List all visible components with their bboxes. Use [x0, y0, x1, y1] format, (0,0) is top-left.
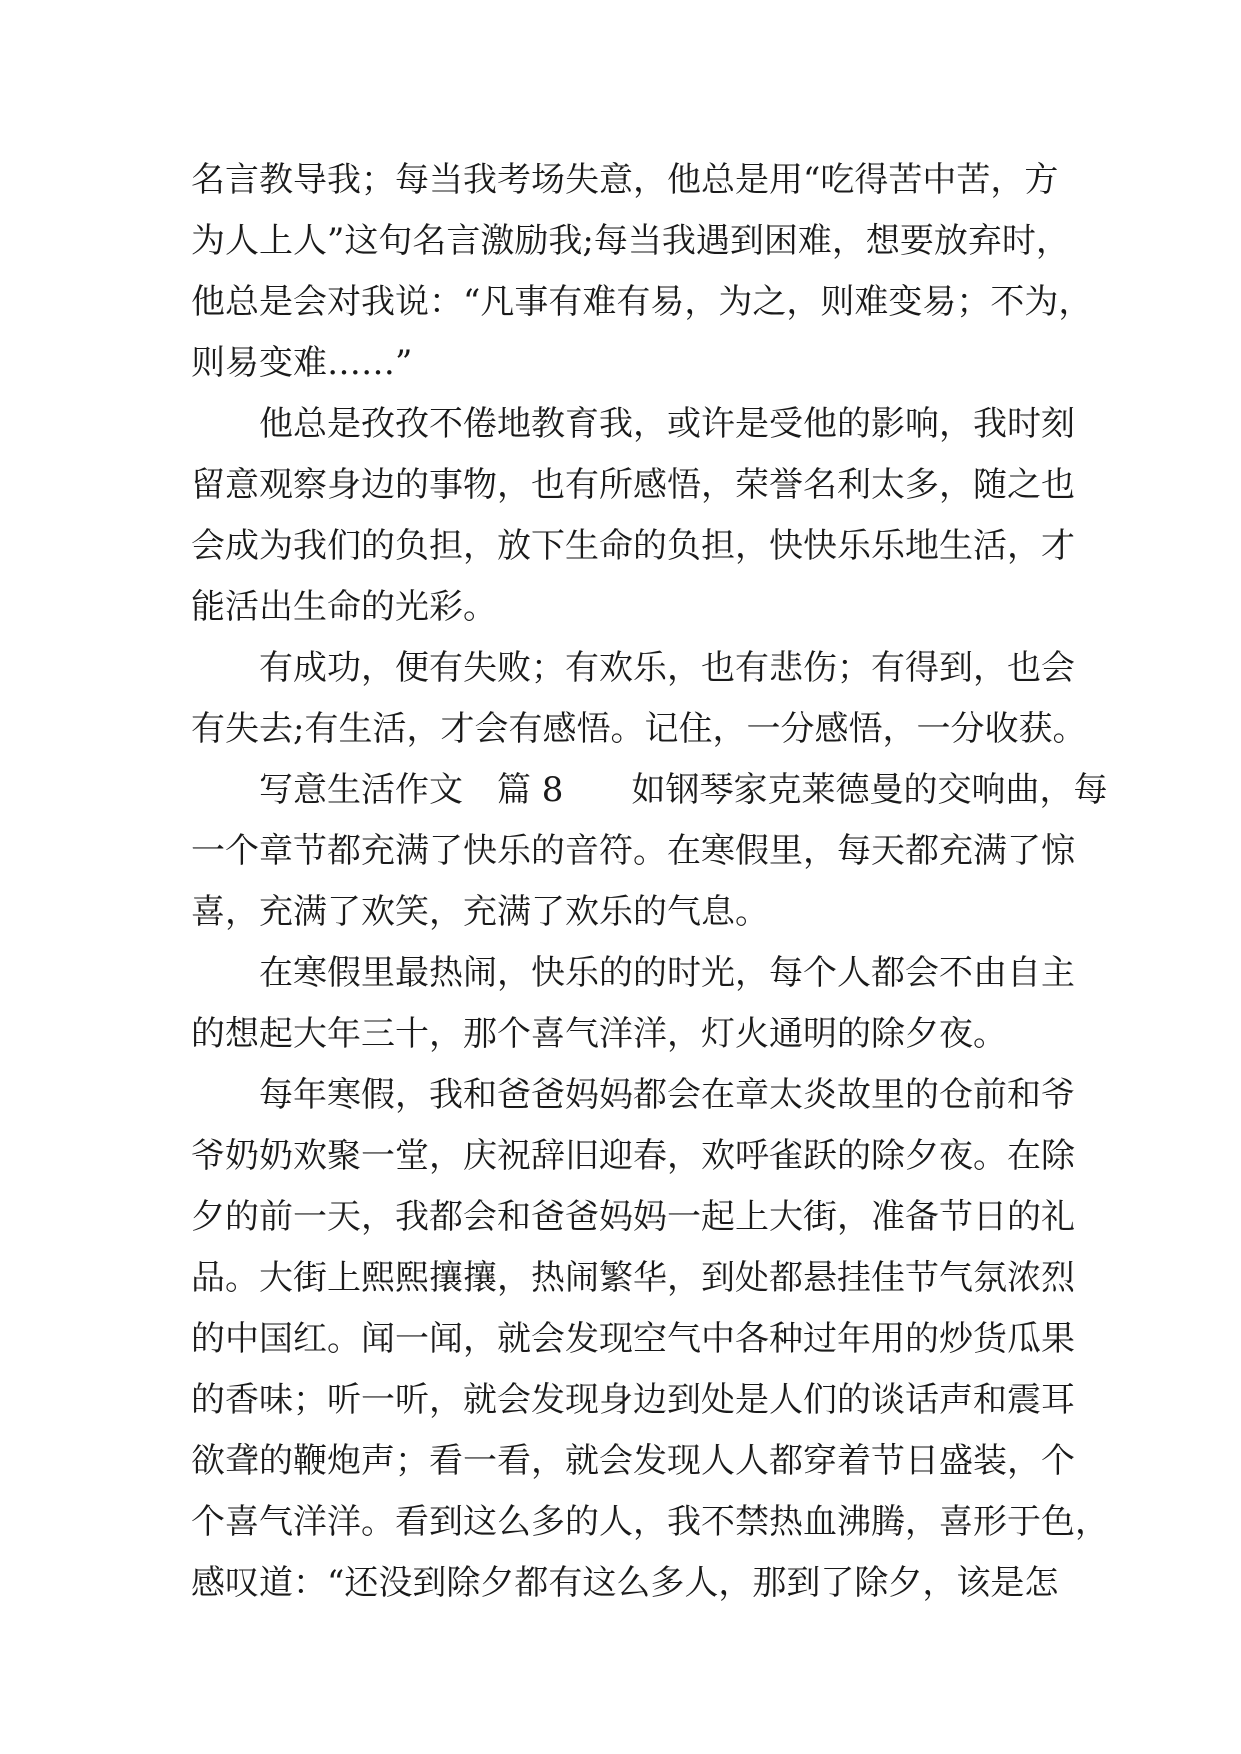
text-line: 的中国红。闻一闻，就会发现空气中各种过年用的炒货瓜果 [191, 1319, 1075, 1359]
text-line: 他总是孜孜不倦地教育我，或许是受他的影响，我时刻 [191, 404, 1075, 444]
text-line: 的想起大年三十，那个喜气洋洋，灯火通明的除夕夜。 [191, 1014, 1007, 1054]
text-line: 则易变难……” [191, 343, 413, 383]
text-line: 每年寒假，我和爸爸妈妈都会在章太炎故里的仓前和爷 [191, 1075, 1075, 1115]
text-line: 留意观察身边的事物，也有所感悟，荣誉名利太多，随之也 [191, 465, 1075, 505]
text-line: 品。大街上熙熙攘攘，热闹繁华，到处都悬挂佳节气氛浓烈 [191, 1258, 1075, 1298]
text-line: 会成为我们的负担，放下生命的负担，快快乐乐地生活，才 [191, 526, 1075, 566]
text-line: 个喜气洋洋。看到这么多的人，我不禁热血沸腾，喜形于色， [191, 1502, 1109, 1542]
text-line: 有失去;有生活，才会有感悟。记住，一分感悟，一分收获。 [191, 709, 1087, 749]
text-line: 感叹道：“还没到除夕都有这么多人，那到了除夕，该是怎 [191, 1563, 1059, 1603]
text-line: 能活出生命的光彩。 [191, 587, 497, 627]
text-line: 写意生活作文 篇 8 如钢琴家克莱德曼的交响曲，每 [191, 770, 1108, 810]
text-line: 夕的前一天，我都会和爸爸妈妈一起上大街，准备节日的礼 [191, 1197, 1075, 1237]
text-line: 名言教导我；每当我考场失意，他总是用“吃得苦中苦，方 [191, 160, 1059, 200]
body-text [191, 150, 1109, 1614]
text-line: 的香味；听一听，就会发现身边到处是人们的谈话声和震耳 [191, 1380, 1075, 1420]
text-line: 喜，充满了欢笑，充满了欢乐的气息。 [191, 892, 769, 932]
text-line: 他总是会对我说：“凡事有难有易，为之，则难变易；不为， [191, 282, 1093, 322]
text-line: 在寒假里最热闹，快乐的的时光，每个人都会不由自主 [191, 953, 1075, 993]
text-line: 欲聋的鞭炮声；看一看，就会发现人人都穿着节日盛装，个 [191, 1441, 1075, 1481]
text-line: 有成功，便有失败；有欢乐，也有悲伤；有得到，也会 [191, 648, 1075, 688]
text-line: 一个章节都充满了快乐的音符。在寒假里，每天都充满了惊 [191, 831, 1075, 871]
text-line: 为人上人”这句名言激励我;每当我遇到困难，想要放弃时， [191, 221, 1070, 261]
text-line: 爷奶奶欢聚一堂，庆祝辞旧迎春，欢呼雀跃的除夕夜。在除 [191, 1136, 1075, 1176]
